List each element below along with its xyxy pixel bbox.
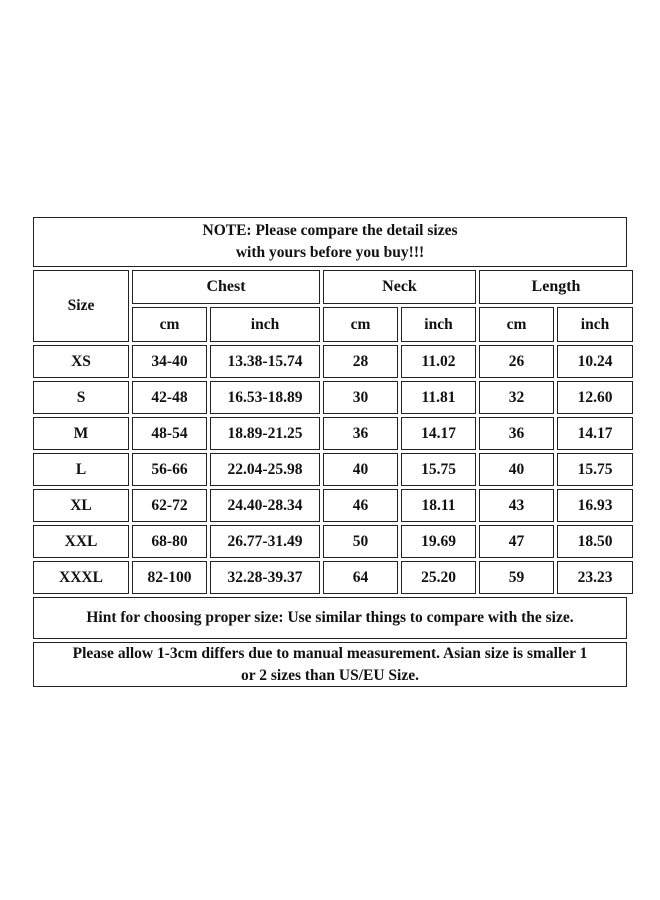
size-cell: M (33, 417, 129, 450)
chest-cm-cell: 56-66 (132, 453, 207, 486)
chest-cm-cell: 34-40 (132, 345, 207, 378)
neck-cm-cell: 28 (323, 345, 398, 378)
table-row (33, 489, 627, 522)
note-line-2: with yours before you buy!!! (235, 244, 425, 261)
neck-inch-cell: 18.11 (401, 489, 476, 522)
table-row (33, 561, 627, 594)
neck-inch-header: inch (401, 307, 476, 342)
hint-banner: Hint for choosing proper size: Use similar things to compare with the size. (33, 597, 627, 639)
chest-cm-cell: 48-54 (132, 417, 207, 450)
length-cm-cell: 43 (479, 489, 554, 522)
chest-inch-cell: 26.77-31.49 (210, 525, 320, 558)
length-inch-cell: 14.17 (557, 417, 633, 450)
table-row (33, 345, 627, 378)
footer-line-1: Please allow 1-3cm differs due to manual measurement. Asian size is smaller 1 (72, 644, 588, 662)
table-body (33, 345, 627, 594)
length-inch-cell: 16.93 (557, 489, 633, 522)
neck-cm-cell: 40 (323, 453, 398, 486)
footer-line-2: or 2 sizes than US/EU Size. (241, 666, 419, 684)
length-cm-cell: 32 (479, 381, 554, 414)
table-header (33, 270, 627, 342)
size-cell: S (33, 381, 129, 414)
chest-cm-cell: 42-48 (132, 381, 207, 414)
length-cm-cell: 47 (479, 525, 554, 558)
neck-inch-cell: 14.17 (401, 417, 476, 450)
note-banner (33, 217, 627, 267)
table-row (33, 417, 627, 450)
neck-header-group (323, 270, 476, 342)
neck-inch-cell: 19.69 (401, 525, 476, 558)
chest-cm-header: cm (132, 307, 207, 342)
length-cm-cell: 36 (479, 417, 554, 450)
table-row (33, 525, 627, 558)
neck-cm-cell: 50 (323, 525, 398, 558)
chest-inch-cell: 24.40-28.34 (210, 489, 320, 522)
length-inch-cell: 23.23 (557, 561, 633, 594)
chest-inch-cell: 16.53-18.89 (210, 381, 320, 414)
chest-cm-cell: 68-80 (132, 525, 207, 558)
chest-inch-cell: 13.38-15.74 (210, 345, 320, 378)
note-line-1: NOTE: Please compare the detail sizes (202, 222, 458, 239)
chest-inch-header: inch (210, 307, 320, 342)
length-cm-cell: 59 (479, 561, 554, 594)
neck-inch-cell: 15.75 (401, 453, 476, 486)
neck-cm-cell: 64 (323, 561, 398, 594)
size-cell: L (33, 453, 129, 486)
neck-cm-cell: 46 (323, 489, 398, 522)
chest-inch-cell: 22.04-25.98 (210, 453, 320, 486)
chest-header: Chest (132, 270, 320, 304)
length-cm-cell: 26 (479, 345, 554, 378)
chest-header-group (132, 270, 320, 342)
size-chart (33, 217, 627, 687)
chest-cm-cell: 82-100 (132, 561, 207, 594)
length-header: Length (479, 270, 633, 304)
neck-header: Neck (323, 270, 476, 304)
neck-cm-header: cm (323, 307, 398, 342)
length-inch-cell: 10.24 (557, 345, 633, 378)
size-cell: XXXL (33, 561, 129, 594)
size-cell: XL (33, 489, 129, 522)
size-cell: XXL (33, 525, 129, 558)
chest-inch-cell: 18.89-21.25 (210, 417, 320, 450)
length-cm-cell: 40 (479, 453, 554, 486)
chest-cm-cell: 62-72 (132, 489, 207, 522)
length-inch-header: inch (557, 307, 633, 342)
size-header: Size (33, 270, 129, 342)
table-row (33, 381, 627, 414)
neck-cm-cell: 30 (323, 381, 398, 414)
neck-cm-cell: 36 (323, 417, 398, 450)
neck-inch-cell: 11.81 (401, 381, 476, 414)
length-inch-cell: 12.60 (557, 381, 633, 414)
size-cell: XS (33, 345, 129, 378)
footer-note (33, 642, 627, 687)
table-row (33, 453, 627, 486)
length-header-group (479, 270, 633, 342)
length-inch-cell: 15.75 (557, 453, 633, 486)
length-inch-cell: 18.50 (557, 525, 633, 558)
chest-inch-cell: 32.28-39.37 (210, 561, 320, 594)
length-cm-header: cm (479, 307, 554, 342)
neck-inch-cell: 11.02 (401, 345, 476, 378)
neck-inch-cell: 25.20 (401, 561, 476, 594)
